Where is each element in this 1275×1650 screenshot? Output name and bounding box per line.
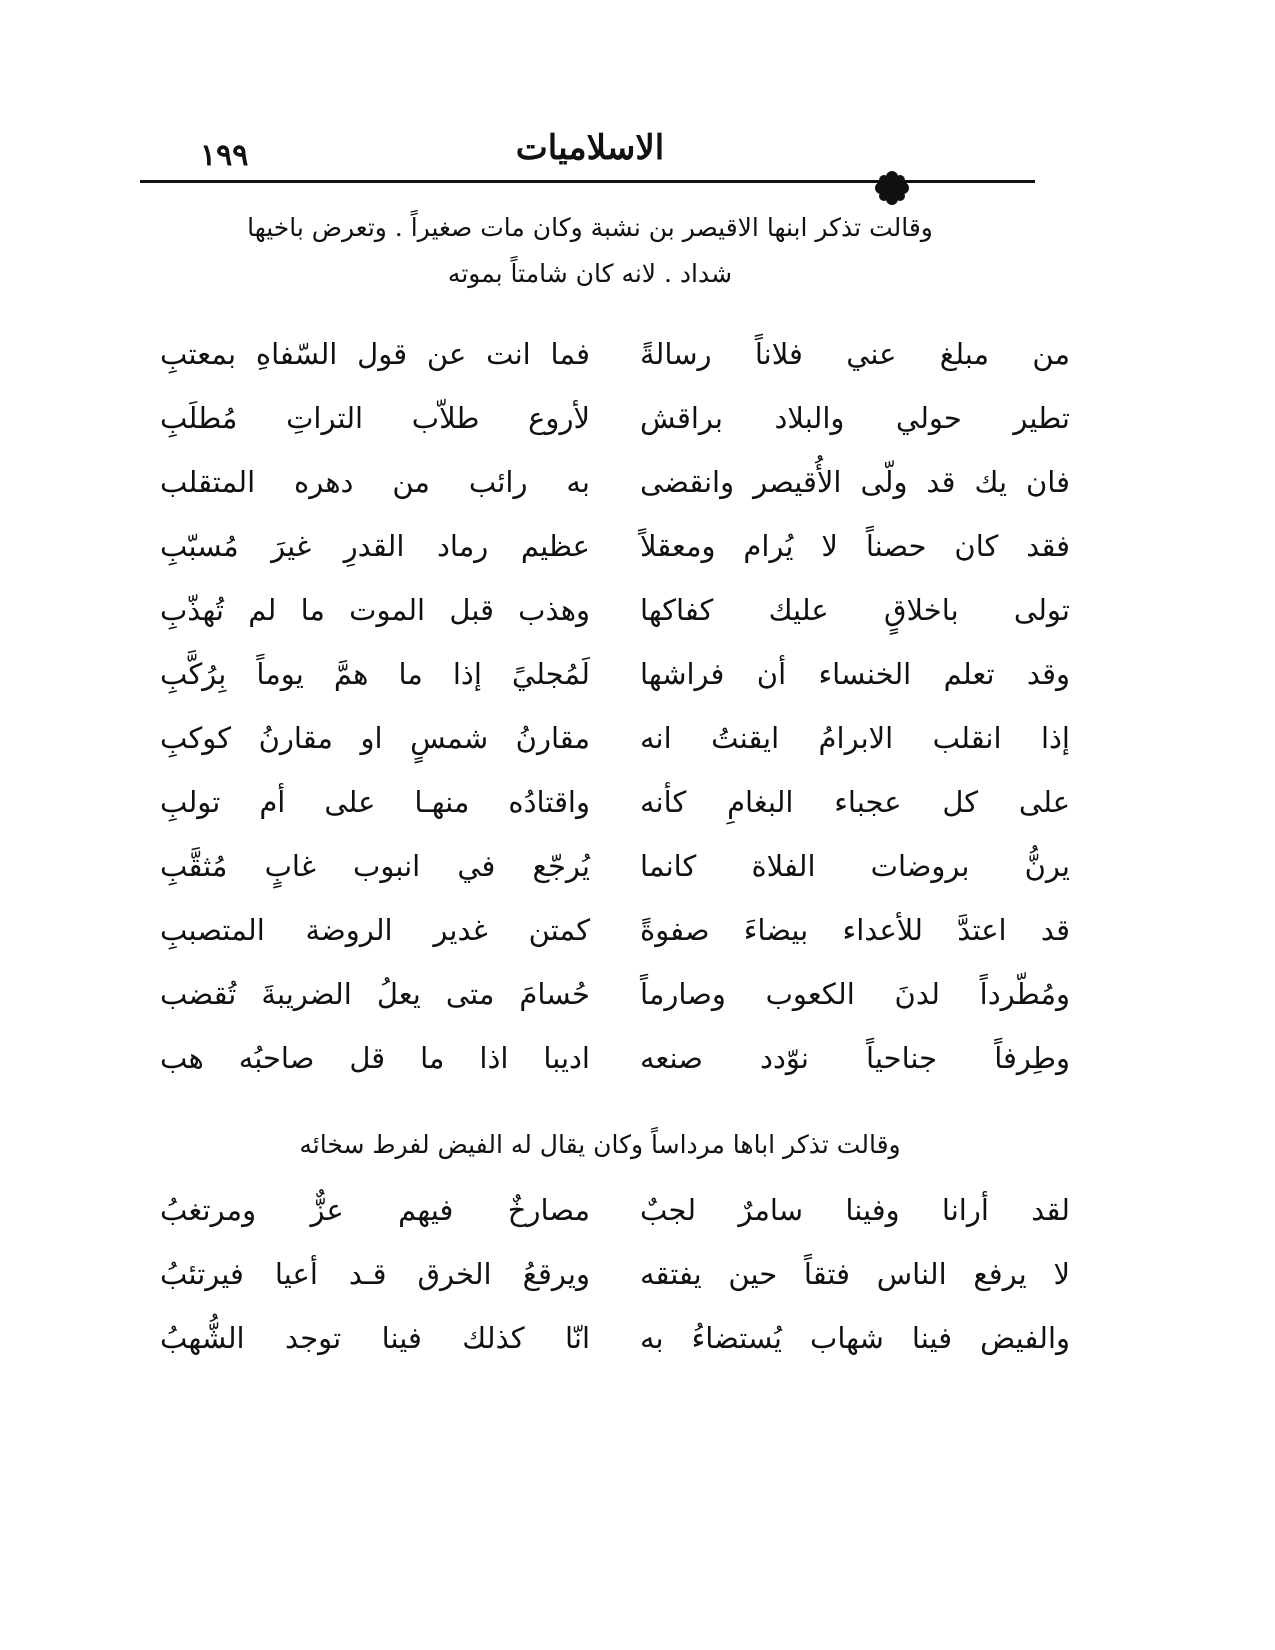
verse-first-hemistich: ومُطّرداً لدنَ الكعوب وصارماً bbox=[640, 977, 1070, 1011]
running-title: الاسلاميات bbox=[515, 128, 665, 168]
verse bbox=[160, 770, 1070, 834]
verse-first-hemistich: والفيض فينا شهاب يُستضاءُ به bbox=[640, 1321, 1070, 1355]
verse-first-hemistich: فقد كان حصناً لا يُرام ومعقلاً bbox=[640, 529, 1070, 563]
section-2-intro bbox=[180, 1122, 1020, 1168]
verse-second-hemistich: لأروع طلاّب التراتِ مُطلَبِ bbox=[160, 401, 590, 435]
verse bbox=[160, 706, 1070, 770]
poem-section-2 bbox=[160, 1178, 1070, 1370]
verse bbox=[160, 642, 1070, 706]
verse-first-hemistich: إذا انقلب الابرامُ ايقنتُ انه bbox=[640, 721, 1070, 755]
verse bbox=[160, 322, 1070, 386]
verse bbox=[160, 514, 1070, 578]
verse-first-hemistich: لا يرفع الناس فتقاً حين يفتقه bbox=[640, 1257, 1070, 1291]
verse-second-hemistich: اديبا اذا ما قل صاحبُه هب bbox=[160, 1041, 590, 1075]
verse-first-hemistich: تطير حولي والبلاد براقش bbox=[640, 401, 1070, 435]
section-1-intro bbox=[180, 205, 1000, 297]
verse bbox=[160, 834, 1070, 898]
verse bbox=[160, 898, 1070, 962]
page-number: ١٩٩ bbox=[200, 138, 249, 173]
verse-first-hemistich: من مبلغ عني فلاناً رسالةً bbox=[640, 337, 1070, 371]
verse-second-hemistich: انّا كذلك فينا توجد الشُّهبُ bbox=[160, 1321, 590, 1355]
poem-section-1 bbox=[160, 322, 1070, 1090]
verse bbox=[160, 1026, 1070, 1090]
verse-second-hemistich: حُسامَ متى يعلُ الضريبةَ تُقضب bbox=[160, 977, 590, 1011]
verse-second-hemistich: فما انت عن قول السّفاهِ بمعتبِ bbox=[160, 337, 590, 371]
verse bbox=[160, 1242, 1070, 1306]
verse-first-hemistich: وطِرفاً جناحياً نوّدد صنعه bbox=[640, 1041, 1070, 1075]
verse-first-hemistich: على كل عجباء البغامِ كأنه bbox=[640, 785, 1070, 819]
verse bbox=[160, 578, 1070, 642]
verse-second-hemistich: مصارخٌ فيهم عزٌّ ومرتغبُ bbox=[160, 1193, 590, 1227]
verse-second-hemistich: لَمُجليً إذا ما همَّ يوماً بِرُكَّبِ bbox=[160, 657, 590, 691]
verse-second-hemistich: وهذب قبل الموت ما لم تُهذّبِ bbox=[160, 593, 590, 627]
verse-second-hemistich: مقارنُ شمسٍ او مقارنُ كوكبِ bbox=[160, 721, 590, 755]
verse bbox=[160, 386, 1070, 450]
verse-second-hemistich: يُرجّع في انبوب غابٍ مُثقَّبِ bbox=[160, 849, 590, 883]
verse-first-hemistich: قد اعتدَّ للأعداء بيضاءَ صفوةً bbox=[640, 913, 1070, 947]
verse-first-hemistich: وقد تعلم الخنساء أن فراشها bbox=[640, 657, 1070, 691]
verse bbox=[160, 1178, 1070, 1242]
verse-second-hemistich: عظيم رماد القدرِ غيرَ مُسبّبِ bbox=[160, 529, 590, 563]
verse-second-hemistich: به رائب من دهره المتقلب bbox=[160, 465, 590, 499]
verse bbox=[160, 1306, 1070, 1370]
verse-second-hemistich: ويرقعُ الخرق قـد أعيا فيرتئبُ bbox=[160, 1257, 590, 1291]
verse-first-hemistich: يرنُّ بروضات الفلاة كانما bbox=[640, 849, 1070, 883]
verse-second-hemistich: كمتن غدير الروضة المتصببِ bbox=[160, 913, 590, 947]
intro-line: وقالت تذكر ابنها الاقيصر بن نشبة وكان مات صغيراً . وتعرض باخيها bbox=[247, 213, 933, 242]
flower-ornament-icon bbox=[872, 168, 912, 208]
intro-line: شداد . لانه كان شامتاً بموته bbox=[447, 259, 733, 288]
intro-line: وقالت تذكر اباها مرداساً وكان يقال له الفيض لفرط سخائه bbox=[299, 1130, 901, 1159]
verse bbox=[160, 450, 1070, 514]
verse-second-hemistich: واقتادُه منهـا على أم تولبِ bbox=[160, 785, 590, 819]
verse-first-hemistich: فان يك قد ولّى الأُقيصر وانقضى bbox=[640, 465, 1070, 499]
verse bbox=[160, 962, 1070, 1026]
verse-first-hemistich: لقد أرانا وفينا سامرٌ لجبٌ bbox=[640, 1193, 1070, 1227]
verse-first-hemistich: تولى باخلاقٍ عليك كفاكها bbox=[640, 593, 1070, 627]
